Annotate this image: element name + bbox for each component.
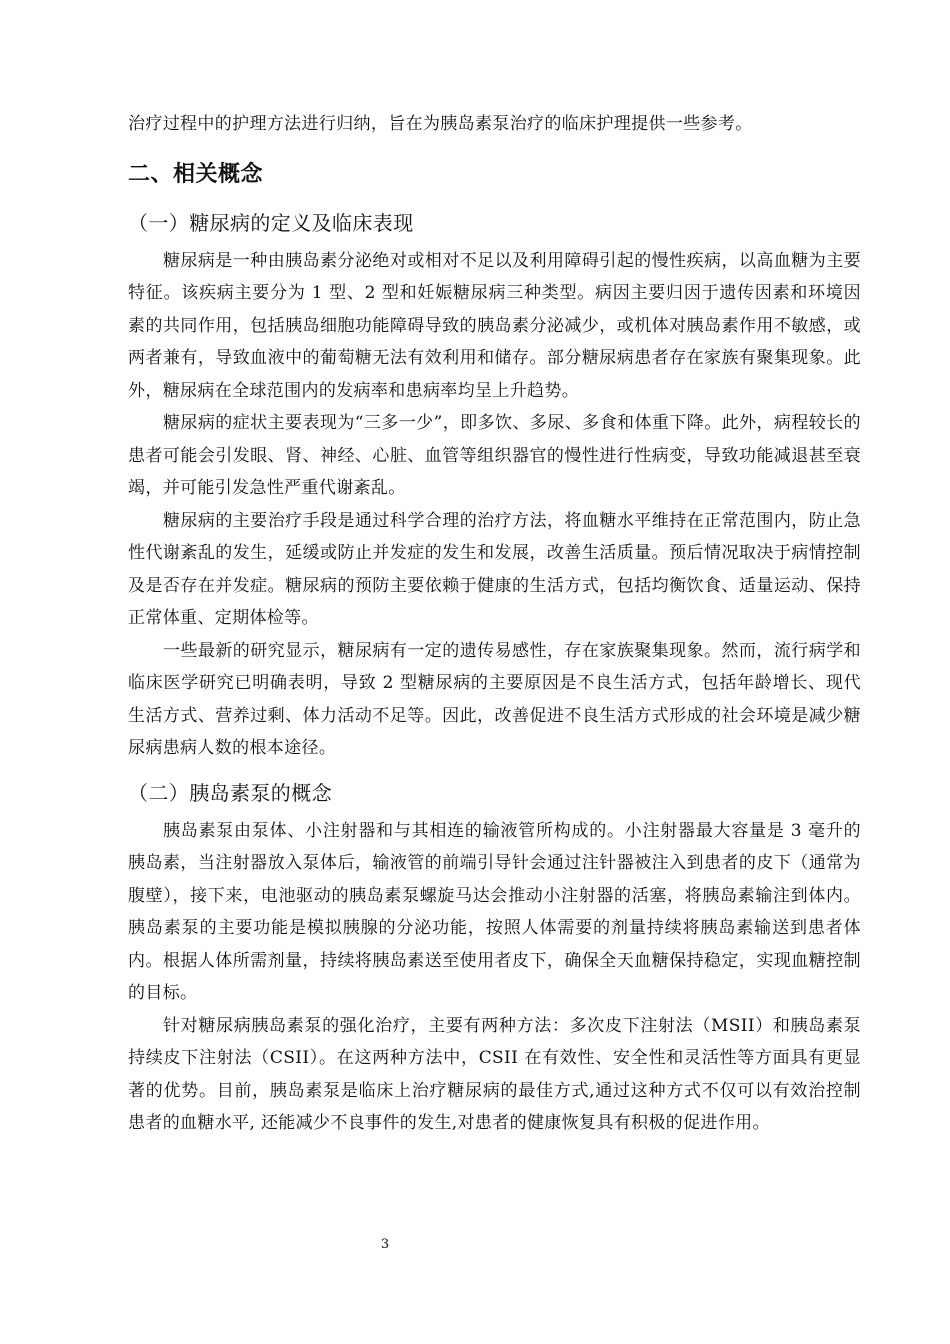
insulin-pump-therapy-paragraph: 针对糖尿病胰岛素泵的强化治疗，主要有两种方法：多次皮下注射法（MSII）和胰岛素泵持续皮下注射法（CSII）。在这两种方法中，CSII 在有效性、安全性和灵活性等方面具有更显著的优势。目前，胰岛素泵是临床上治疗糖尿病的最佳方式,通过这种方式不仅可以有效治控制患者的血糖水平, 还能减少不良事件的发生,对患者的健康恢复具有积极的促进作用。 [128, 1015, 861, 1133]
diabetes-symptoms-paragraph: 糖尿病的症状主要表现为“三多一少”，即多饮、多尿、多食和体重下降。此外，病程较长的患者可能会引发眼、肾、神经、心脏、血管等组织器官的慢性进行性病变，导致功能减退甚至衰竭，并可能引发急性严重代谢紊乱。 [128, 413, 861, 498]
diabetes-definition-paragraph: 糖尿病是一种由胰岛素分泌绝对或相对不足以及利用障碍引起的慢性疾病，以高血糖为主要特征。该疾病主要分为 1 型、2 型和妊娠糖尿病三种类型。病因主要归因于遗传因素和环境因素的共同作用，包括胰岛细胞功能障碍导致的胰岛素分泌减少，或机体对胰岛素作用不敏感，或两者兼有，导致血液中的葡萄糖无法有效利用和储存。部分糖尿病患者存在家族有聚集现象。此外，糖尿病在全球范围内的发病率和患病率均呈上升趋势。 [128, 250, 861, 401]
diabetes-treatment-paragraph: 糖尿病的主要治疗手段是通过科学合理的治疗方法，将血糖水平维持在正常范围内，防止急性代谢紊乱的发生，延缓或防止并发症的发生和发展，改善生活质量。预后情况取决于病情控制及是否存在并发症。糖尿病的预防主要依赖于健康的生活方式，包括均衡饮食、适量运动、保持正常体重、定期体检等。 [128, 510, 861, 628]
section-heading-related-concepts: 二、相关概念 [128, 161, 264, 187]
subsection-heading-diabetes: （一）糖尿病的定义及临床表现 [128, 210, 414, 235]
insulin-pump-structure-paragraph: 胰岛素泵由泵体、小注射器和与其相连的输液管所构成的。小注射器最大容量是 3 毫升的胰岛素，当注射器放入泵体后，输液管的前端引导针会通过注针器被注入到患者的皮下（通常为腹壁），接下来，电池驱动的胰岛素泵螺旋马达会推动小注射器的活塞，将胰岛素输注到体内。胰岛素泵的主要功能是模拟胰腺的分泌功能，按照人体需要的剂量持续将胰岛素输送到患者体内。根据人体所需剂量，持续将胰岛素送至使用者皮下，确保全天血糖保持稳定，实现血糖控制的目标。 [128, 820, 861, 1003]
page-body [128, 108, 861, 1140]
page-number: 3 [380, 1237, 390, 1252]
diabetes-research-paragraph: 一些最新的研究显示，糖尿病有一定的遗传易感性，存在家族聚集现象。然而，流行病学和临床医学研究已明确表明，导致 2 型糖尿病的主要原因是不良生活方式，包括年龄增长、现代生活方式、营养过剩、体力活动不足等。因此，改善促进不良生活方式形成的社会环境是减少糖尿病患病人数的根本途径。 [128, 640, 861, 758]
intro-tail-paragraph: 治疗过程中的护理方法进行归纳，旨在为胰岛素泵治疗的临床护理提供一些参考。 [128, 114, 753, 134]
subsection-heading-insulin-pump: （二）胰岛素泵的概念 [128, 780, 332, 805]
